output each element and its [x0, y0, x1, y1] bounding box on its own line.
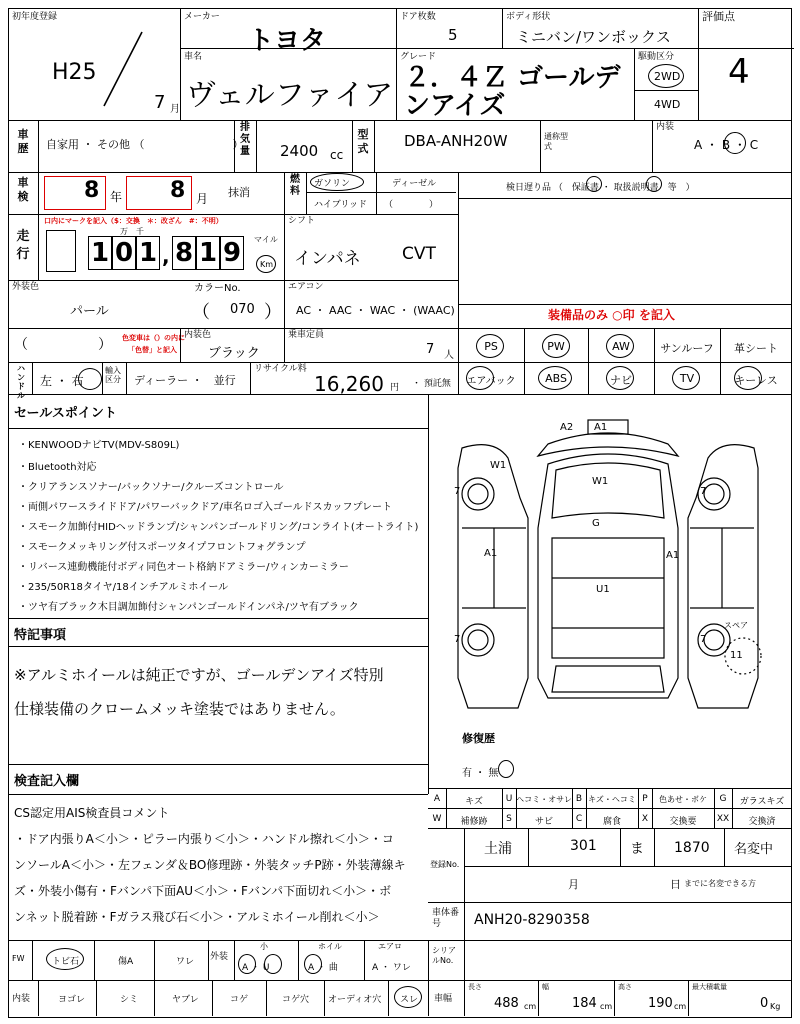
repair-label: 修復歴 — [462, 732, 495, 745]
sales-item: ・Bluetooth対応 — [18, 462, 97, 473]
equip-airbag-circle — [466, 366, 494, 390]
first-reg-slash — [98, 26, 148, 112]
notes-title: 特記事項 — [14, 628, 67, 643]
inspection-title: 検査記入欄 — [14, 774, 80, 789]
history: 自家用 ・ その他 （ ） — [46, 138, 244, 151]
reg-number: 1870 — [674, 840, 710, 856]
legend-code: P — [642, 794, 648, 804]
inspection-label: 車検 — [17, 176, 29, 203]
recycle-yen: 円 — [390, 383, 400, 393]
wheel-val: A ・ 曲 — [308, 963, 338, 973]
capacity-label: 乗車定員 — [288, 330, 325, 340]
legend-desc: 補修跡 — [460, 817, 488, 827]
car-diagram — [438, 408, 778, 728]
exterior-label: 外装 — [210, 952, 229, 962]
wheel-label: ホイル — [318, 942, 342, 951]
size-label: 車幅 — [434, 994, 453, 1004]
legend-desc: 腐食 — [602, 817, 621, 827]
fw-chip-circle — [46, 948, 84, 970]
handle: 左 ・ 右 — [40, 374, 84, 388]
color-change-note1: 色変車は（）の内に — [122, 334, 185, 342]
maker: トヨタ — [248, 26, 327, 56]
length: 488 — [494, 996, 519, 1011]
legend-code: W — [432, 814, 442, 824]
damage-mark: A1 — [484, 548, 498, 559]
sales-item: ・KENWOODナビTV(MDV-S809L) — [18, 440, 180, 451]
small-u-circle — [264, 954, 282, 974]
body: ミニバン/ワンボックス — [516, 28, 671, 46]
repair-value: 有 ・ 無 — [462, 768, 499, 779]
equip-ps: PS — [484, 340, 498, 353]
load: 0 — [760, 996, 769, 1011]
reg-note: 名変中 — [734, 842, 774, 857]
docs: 検日遅り品 （ 保証書 ・ 取扱説明書 等 ） — [506, 183, 695, 193]
grade-line1: ２．４Ｚ ゴールデ — [404, 63, 621, 93]
inspection-year: 8 — [84, 178, 100, 203]
deregistered: 抹消 — [228, 186, 250, 199]
handle-right-circle — [78, 368, 102, 390]
legend-desc: ガラスキズ — [739, 797, 785, 807]
odo-comma: , — [162, 244, 170, 268]
wheel-a-circle — [304, 954, 322, 974]
fuel-other: （ ） — [384, 200, 439, 210]
mileage-mile: マイル — [254, 235, 278, 244]
recycle-deposit: ・ 預託無 — [412, 379, 451, 389]
damage-mark: G — [592, 518, 600, 529]
first-reg-month: 7 — [154, 92, 166, 113]
auction-sheet — [8, 8, 792, 1018]
interior-item: コゲ — [230, 995, 249, 1005]
import-label: 輸入区分 — [105, 366, 121, 384]
color-change-paren-open: （ — [14, 337, 28, 353]
damage-mark: W1 — [592, 476, 609, 487]
sales-title: セールスポイント — [14, 406, 117, 421]
shift-label: シフト — [288, 216, 316, 226]
inspection-line: ズ・外装小傷有・Fバンパ下面AU＜小＞・Fバンパ下面切れ＜小＞・ボ — [14, 884, 392, 898]
shift-position: インパネ — [294, 249, 361, 269]
maker-label: メーカー — [184, 12, 220, 22]
grade-label: グレード — [400, 52, 437, 62]
legend-code: A — [433, 794, 441, 804]
sales-item: ・リバース連動機能付ボディ同色オート格納ドアミラー/ウィンカーミラー — [18, 562, 349, 573]
equip-keyless: キーレス — [734, 374, 778, 387]
interior-scuff-circle — [394, 986, 422, 1008]
grade-line2: ンアイズ — [404, 91, 506, 121]
color-no-paren-close: ） — [264, 302, 282, 323]
repair-none-circle — [498, 760, 514, 778]
model: DBA-ANH20W — [404, 132, 508, 150]
reg-deadline: までに名変できる方 — [684, 879, 756, 888]
sales-item: ・両側パワースライドドア/パワーバックドア/車名ロゴ入ゴールドスカッフプレート — [18, 502, 393, 513]
score-label: 評価点 — [702, 10, 735, 23]
equip-navi: ナビ — [610, 374, 632, 387]
length-label: 長さ — [468, 983, 482, 991]
displacement-unit: cc — [330, 148, 344, 162]
fw-label: FW — [12, 954, 25, 963]
fw-item: トビ石 — [52, 957, 80, 967]
inspection-month: 8 — [170, 178, 186, 203]
legend-desc: 交換済 — [748, 817, 776, 827]
equip-leather: 革シート — [734, 342, 778, 355]
first-reg-label: 初年度登録 — [12, 12, 58, 22]
inspection-line: CS認定用AIS検査員コメント — [14, 806, 170, 820]
legend-desc: サビ — [534, 817, 553, 827]
interior-item: ヤブレ — [172, 995, 199, 1005]
color-no-label: カラーNo. — [194, 283, 241, 294]
color-change-paren-close: ） — [98, 337, 112, 353]
legend-desc: 色あせ・ボケ — [659, 795, 707, 804]
ac-label: エアコン — [288, 282, 324, 292]
damage-mark: U1 — [596, 584, 610, 595]
interior-damage-label: 内装 — [12, 994, 31, 1004]
damage-mark: A2 — [560, 422, 574, 433]
recycle-fee: 16,260 — [314, 372, 384, 396]
legend-code: G — [719, 794, 727, 804]
interior-grade: A ・ B ・ C — [694, 138, 759, 152]
small-val: A ・ U — [242, 963, 270, 973]
color-no-paren-open: （ — [192, 302, 210, 323]
fw-item: ワレ — [176, 957, 195, 967]
width-label: 幅 — [542, 983, 549, 991]
drive-4wd: 4WD — [654, 98, 681, 111]
odo-digit-1: 1 — [88, 236, 112, 270]
mileage-notice: 口内にマークを記入（$：交換 ＊：改ざん #：不明） — [44, 217, 223, 225]
sales-item: ・スモーク加飾付HIDヘッドランプ/シャンパンゴールドリング/コンライト(オートライト) — [18, 522, 419, 533]
legend-desc: 交換要 — [669, 817, 697, 827]
serial-label: シリアルNo. — [432, 946, 456, 965]
spare-value: 11 — [730, 650, 743, 661]
sales-item: ・235/50R18タイヤ/18インチアルミホイール — [18, 582, 229, 593]
equip-tv: TV — [679, 372, 695, 385]
interior-b-circle — [724, 132, 746, 154]
damage-mark: A1 — [666, 550, 680, 561]
reg-class: 301 — [570, 838, 597, 854]
color-change-note2: 「色替」と記入 — [128, 346, 177, 354]
load-unit: Kg — [770, 1002, 781, 1011]
equip-abs: ABS — [545, 372, 567, 385]
height: 190 — [648, 996, 673, 1011]
interior-item: オーディオ穴 — [328, 995, 382, 1005]
fuel-gasoline: ガソリン — [314, 179, 351, 189]
odo-digit-2: 0 — [112, 236, 136, 270]
legend-code: U — [505, 794, 513, 804]
exterior-color: パール — [70, 304, 109, 319]
equip-pw-circle — [542, 334, 570, 358]
drive-2wd: 2WD — [654, 70, 681, 83]
equip-navi-circle — [606, 366, 634, 390]
fuel-diesel: ディーゼル — [392, 179, 437, 189]
odo-digit-3: 1 — [136, 236, 160, 270]
equip-ps-circle — [476, 334, 504, 358]
inspection-line: ンソールA＜小＞・左フェンダ＆BO修理跡・外装タッチP跡・外装薄線キ — [14, 858, 406, 872]
damage-mark: 7 — [454, 486, 461, 497]
inspection-line: ンネット脱着跡・Fガラス飛び石＜小＞・アルミホイール削れ＜小＞ — [14, 910, 380, 924]
docs-warranty-circle — [586, 176, 602, 192]
designation-label: 通称型式 — [544, 132, 568, 151]
body-label: ボディ形状 — [506, 12, 551, 22]
interior-item: スレ — [400, 995, 419, 1005]
drive-label: 駆動区分 — [638, 52, 675, 62]
aero-val: A ・ ワレ — [372, 963, 411, 973]
legend-desc: キズ・ヘコミ — [588, 795, 636, 804]
interior-item: コゲ穴 — [282, 995, 310, 1005]
reg-area: 土浦 — [484, 841, 512, 857]
color-no: 070 — [230, 302, 255, 317]
score: 4 — [728, 52, 750, 92]
model-label: 型式 — [357, 128, 369, 155]
mileage-label: 走行 — [16, 229, 30, 262]
height-unit: cm — [674, 1002, 687, 1011]
doors-label: ドア枚数 — [400, 12, 436, 22]
equip-aw: AW — [612, 340, 630, 353]
legend-code: X — [641, 814, 649, 824]
spare-label: スペア — [724, 621, 748, 630]
fuel-label: 燃料 — [290, 174, 300, 197]
aero-label: エアロ — [378, 942, 402, 951]
chassis-label: 車体番号 — [432, 908, 460, 929]
damage-mark: 7 — [700, 486, 707, 497]
shift-type: CVT — [402, 244, 436, 264]
notes-line2: 仕様装備のクロームメッキ塗装ではありません。 — [14, 700, 345, 718]
history-label: 車歴 — [17, 128, 29, 155]
ac: AC ・ AAC ・ WAC ・ (WAAC) — [296, 304, 455, 317]
damage-mark: A1 — [594, 422, 608, 433]
height-label: 高さ — [618, 983, 632, 991]
reg-kana: ま — [630, 841, 644, 857]
small-a-circle — [238, 954, 256, 974]
equip-title: 装備品のみ ○印 を記入 — [548, 308, 675, 322]
car-name-label: 車名 — [184, 52, 203, 62]
inspection-month-unit: 月 — [196, 192, 209, 206]
capacity: 7 — [426, 342, 435, 357]
first-reg-year: H25 — [52, 60, 97, 85]
mileage-prefix-box — [46, 230, 76, 272]
fuel-hybrid: ハイブリッド — [314, 200, 368, 210]
exterior-color-label: 外装色 — [12, 282, 40, 292]
reg-day-unit: 日 — [670, 878, 681, 891]
legend-code: C — [575, 814, 583, 824]
mileage-units: 万 千 — [120, 227, 144, 236]
sales-item: ・スモークメッキリング付スポーツタイプフロントフォグランプ — [18, 542, 306, 553]
equip-tv-circle — [672, 366, 700, 390]
inspection-year-unit: 年 — [110, 190, 123, 204]
equip-keyless-circle — [734, 366, 762, 390]
legend-desc: キズ — [465, 797, 483, 807]
sales-item: ・クリアランスソナー/バックソナー/クルーズコントロール — [18, 482, 284, 493]
first-reg-month-unit: 月 — [170, 104, 180, 115]
registration-label: 登録No. — [430, 860, 460, 869]
notes-line1: ※アルミホイールは純正ですが、ゴールデンアイズ特別 — [14, 666, 384, 684]
reg-month-unit: 月 — [568, 878, 579, 891]
interior-item: ヨゴレ — [58, 995, 86, 1005]
interior-item: シミ — [120, 995, 139, 1005]
chassis-number: ANH20-8290358 — [474, 912, 590, 928]
import-value: ディーラー ・ 並行 — [134, 374, 236, 387]
legend-code: B — [575, 794, 583, 804]
drive-2wd-circle — [648, 64, 684, 88]
odo-digit-5: 1 — [196, 236, 220, 270]
docs-manual-circle — [646, 176, 662, 192]
equip-aw-circle — [606, 334, 634, 358]
equip-abs-circle — [538, 366, 572, 390]
load-label: 最大積載量 — [692, 983, 727, 991]
width-unit: cm — [600, 1002, 613, 1011]
capacity-unit: 人 — [444, 350, 454, 361]
displacement: 2400 — [280, 142, 319, 160]
mileage-km: Km — [260, 260, 274, 269]
interior-color: ブラック — [208, 346, 260, 361]
interior-label: 内装 — [656, 122, 675, 132]
inspection-line: ・ドア内張りA＜小＞・ピラー内張り＜小＞・ハンドル擦れ＜小＞・コ — [14, 832, 394, 846]
legend-code: XX — [716, 814, 730, 824]
equip-airbag: エアバック — [466, 376, 516, 387]
equip-pw: PW — [547, 340, 565, 353]
damage-mark: W1 — [490, 460, 507, 471]
damage-mark: 7 — [700, 634, 707, 645]
damage-mark: 7 — [454, 634, 461, 645]
fw-item: 傷A — [118, 957, 134, 967]
legend-desc: ヘコミ・オサレ — [516, 795, 572, 804]
car-name: ヴェルファイア — [186, 78, 394, 113]
odo-digit-4: 8 — [172, 236, 196, 270]
sales-item: ・ツヤ有ブラック木目調加飾付シャンパンゴールドインパネ/ツヤ有ブラック — [18, 602, 359, 613]
displacement-label: 排気量 — [240, 122, 250, 157]
odo-digit-6: 9 — [220, 236, 244, 270]
equip-sunroof: サンルーフ — [660, 342, 714, 355]
width: 184 — [572, 996, 597, 1011]
small-label: 小 — [260, 942, 268, 951]
interior-color-label: 内装色 — [184, 330, 212, 340]
mileage-km-circle — [256, 255, 276, 273]
fuel-gasoline-circle — [310, 173, 364, 191]
recycle-label: リサイクル料 — [254, 364, 307, 374]
handle-label: ハンドル — [17, 364, 25, 400]
doors: 5 — [448, 26, 458, 44]
length-unit: cm — [524, 1002, 537, 1011]
legend-code: S — [506, 814, 512, 824]
